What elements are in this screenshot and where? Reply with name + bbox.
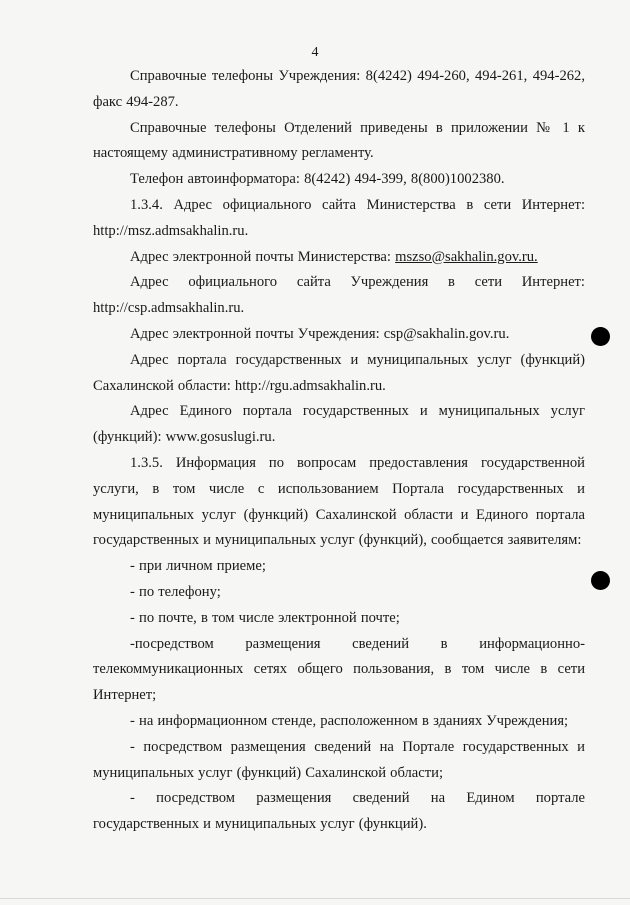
list-item: - посредством размещения сведений на Едином портале государственных и муниципальных услуг (функций). [93,790,585,833]
punch-hole-mark [591,571,610,590]
list-item: - при личном приеме; [130,558,266,575]
ministry-email-label: Адрес электронной почты Министерства: [130,248,396,265]
list-item: - на информационном стенде, расположенном в зданиях Учреждения; [130,712,569,729]
list-item: - по телефону; [130,583,221,600]
paragraph-ministry-site: 1.3.4. Адрес официального сайта Министерства в сети Интернет: http://msz.admsakhalin.ru. [93,196,585,239]
page-number: 4 [311,45,319,60]
paragraph-regional-portal: Адрес портала государственных и муниципальных услуг (функций) Сахалинской области: http://rgu.admsakhalin.ru. [93,351,585,394]
punch-hole-mark [591,327,610,346]
list-item: -посредством размещения сведений в информационно-телекоммуникационных сетях общего пользования, в том числе в сети Интернет; [93,635,585,704]
list-item: - посредством размещения сведений на Портале государственных и муниципальных услуг (функций) Сахалинской области; [93,738,585,781]
paragraph-branch-phones: Справочные телефоны Отделений приведены в приложении № 1 к настоящему административному регламенту. [93,119,585,162]
paragraph-ministry-email [93,245,585,271]
paragraph-phones: Справочные телефоны Учреждения: 8(4242) 494-260, 494-261, 494-262, факс 494-287. [93,68,585,110]
paragraph-autoinformer: Телефон автоинформатора: 8(4242) 494-399, 8(800)1002380. [130,171,505,188]
page-edge-line [0,898,630,899]
document-body [93,64,585,838]
paragraph-institution-site: Адрес официального сайта Учреждения в сети Интернет: http://csp.admsakhalin.ru. [93,274,585,317]
paragraph-information-methods: 1.3.5. Информация по вопросам предоставления государственной услуги, в том числе с использованием Портала государственных и муниципальных услуг (функций) Сахалинской области и Единого портала государственных и муниципальных услуг (функций), сообщается заявителям: [93,454,585,549]
paragraph-unified-portal: Адрес Единого портала государственных и муниципальных услуг (функций): www.gosuslugi.ru. [93,403,585,446]
ministry-email-link[interactable]: mszso@sakhalin.gov.ru. [395,248,538,265]
list-item: - по почте, в том числе электронной почте; [130,609,400,626]
paragraph-institution-email: Адрес электронной почты Учреждения: csp@sakhalin.gov.ru. [130,325,510,342]
